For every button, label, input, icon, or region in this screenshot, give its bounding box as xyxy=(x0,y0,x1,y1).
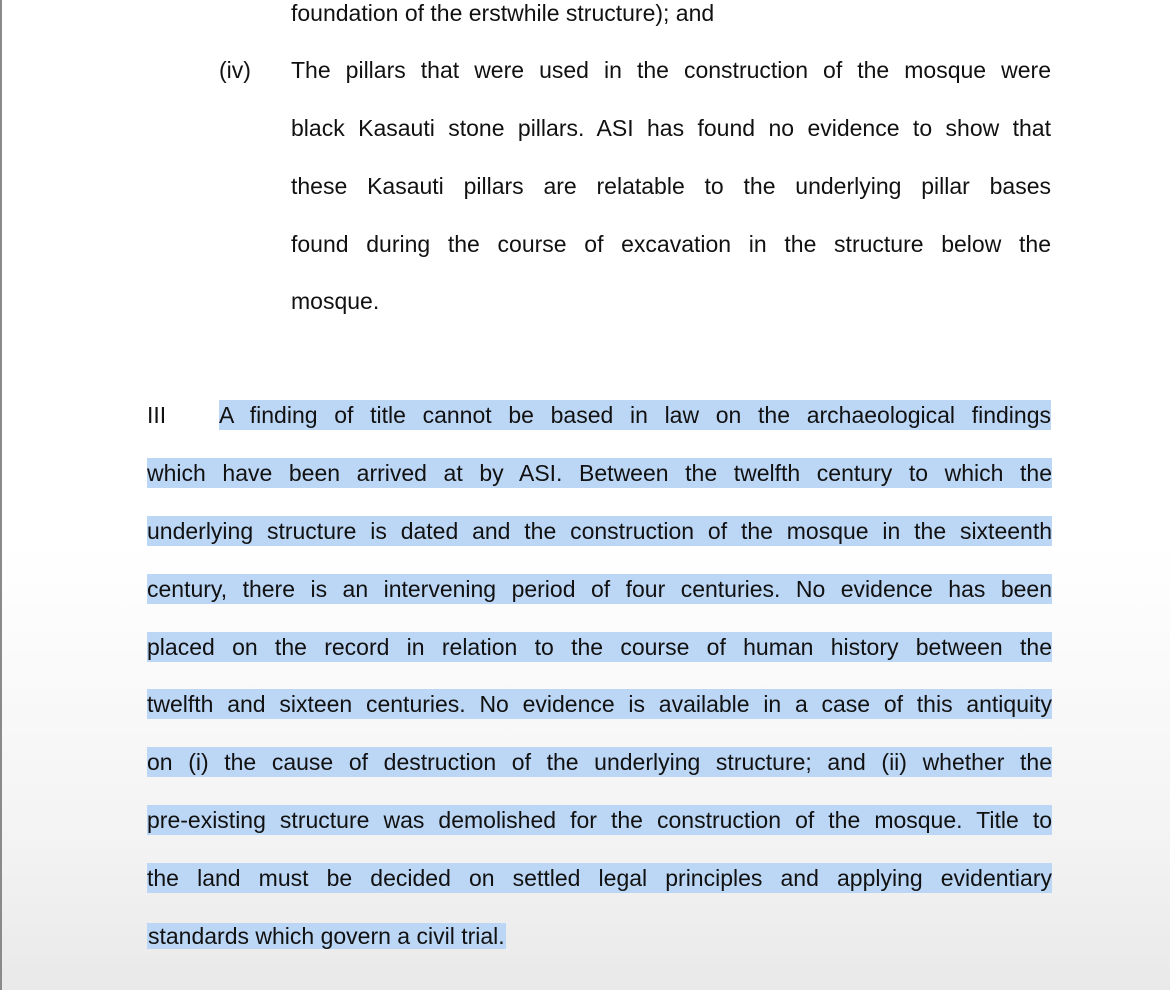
selected-text-line[interactable]: pre-existing structure was demolished for the construction of the mosque. Title to xyxy=(147,807,1052,833)
list-item-iv-line: mosque. xyxy=(291,288,380,314)
list-item-iv-line: these Kasauti pillars are relatable to the underlying pillar bases xyxy=(291,173,1051,199)
selected-text-line[interactable]: twelfth and sixteen centuries. No evidence is available in a case of this antiquity xyxy=(147,691,1052,717)
list-marker-iv: (iv) xyxy=(219,57,251,83)
list-item-iv-line: The pillars that were used in the construction of the mosque were xyxy=(291,57,1051,83)
list-item-iv-line: found during the course of excavation in the structure below the xyxy=(291,231,1051,257)
list-item-iv-line: black Kasauti stone pillars. ASI has found no evidence to show that xyxy=(291,115,1051,141)
page-left-edge xyxy=(0,0,2,990)
paragraph-line: foundation of the erstwhile structure); and xyxy=(291,0,715,26)
selected-text-span[interactable]: standards which govern a civil trial. xyxy=(148,923,505,949)
selected-text-line[interactable]: A finding of title cannot be based in law on the archaeological findings xyxy=(219,402,1051,428)
selected-text-line[interactable]: which have been arrived at by ASI. Between the twelfth century to which the xyxy=(147,460,1052,486)
selected-text-line[interactable]: century, there is an intervening period of four centuries. No evidence has been xyxy=(147,576,1052,602)
selected-text-line[interactable]: on (i) the cause of destruction of the underlying structure; and (ii) whether the xyxy=(147,749,1052,775)
selected-text-line-last[interactable] xyxy=(147,921,506,951)
selected-text-line[interactable]: the land must be decided on settled legal principles and applying evidentiary xyxy=(147,865,1052,891)
selected-text-line[interactable]: underlying structure is dated and the construction of the mosque in the sixteenth xyxy=(147,518,1052,544)
selected-text-line[interactable]: placed on the record in relation to the course of human history between the xyxy=(147,634,1052,660)
section-number-iii: III xyxy=(147,402,167,428)
